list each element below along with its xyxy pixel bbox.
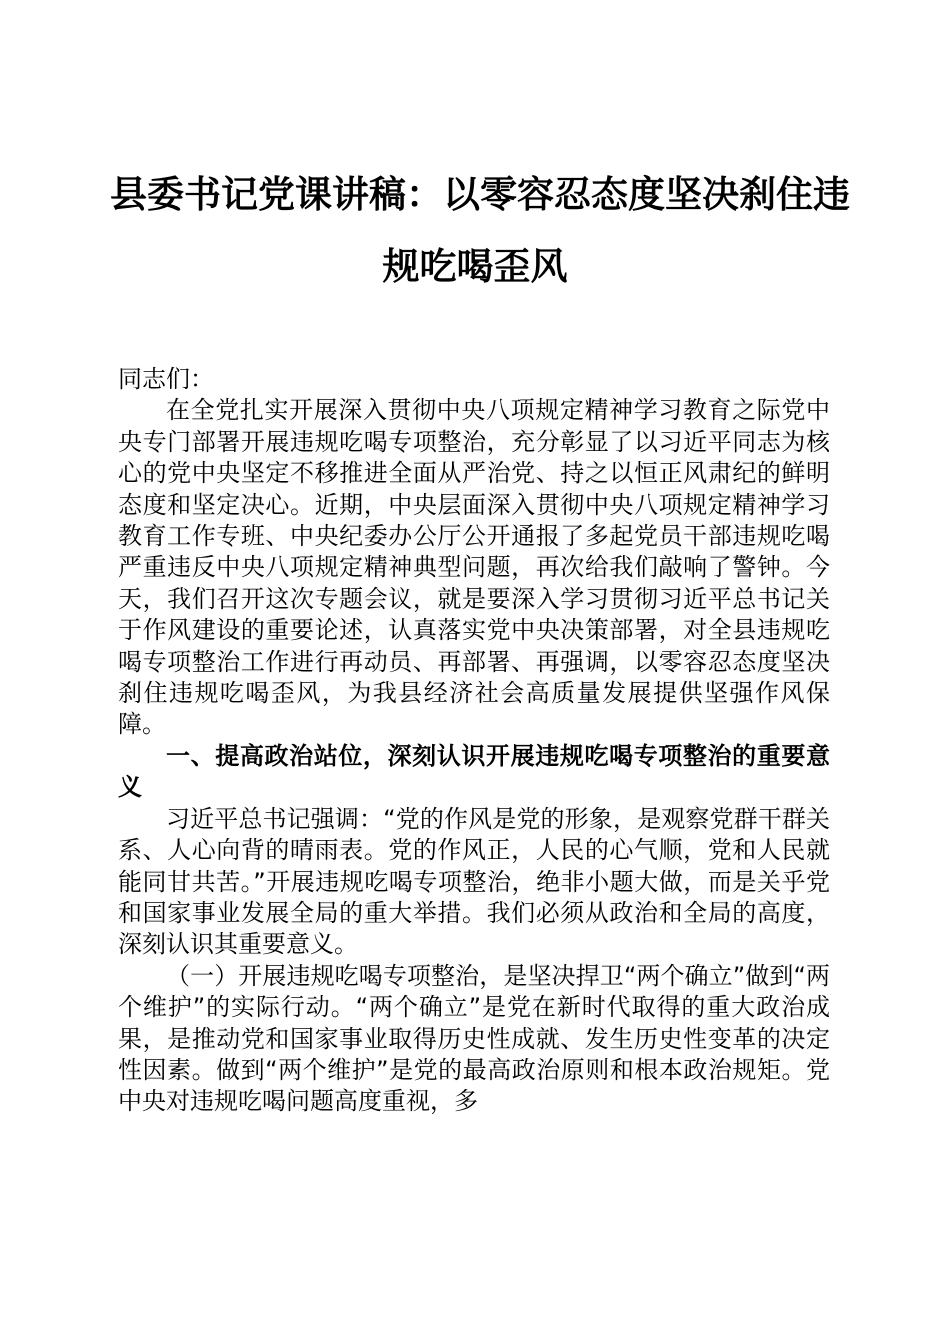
paragraph-subsection-1: （一）开展违规吃喝专项整治，是坚决捍卫“两个确立”做到“两个维护”的实际行动。“两个确立”是党在新时代取得的重大政治成果，是推动党和国家事业取得历史性成就、发生历史性变革的决定性因素。做到“两个维护”是党的最高政治原则和根本政治规矩。党中央对违规吃喝问题高度重视，多 [118,961,830,1116]
document-title-line-1: 县委书记党课讲稿：以零容忍态度坚决刹住违 [110,172,850,216]
paragraph-intro: 在全党扎实开展深入贯彻中央八项规定精神学习教育之际党中央专门部署开展违规吃喝专项整治，充分彰显了以习近平同志为核心的党中央坚定不移推进全面从严治党、持之以恒正风肃纪的鲜明态度和坚定决心。近期，中央层面深入贯彻中央八项规定精神学习教育工作专班、中央纪委办公厅公开通报了多起党员干部违规吃喝严重违反中央八项规定精神典型问题，再次给我们敲响了警钟。今天，我们召开这次专题会议，就是要深入学习贯彻习近平总书记关于作风建设的重要论述，认真落实党中央决策部署，对全县违规吃喝专项整治工作进行再动员、再部署、再强调，以零容忍态度坚决刹住违规吃喝歪风，为我县经济社会高质量发展提供坚强作风保障。 [118,396,830,739]
section-heading-1: 一、提高政治站位，深刻认识开展违规吃喝专项整治的重要意义 [118,741,830,802]
paragraph-quote: 习近平总书记强调：“党的作风是党的形象，是观察党群干群关系、人心向背的晴雨表。党的作风正，人民的心气顺，党和人民就能同甘共苦。”开展违规吃喝专项整治，绝非小题大做，而是关乎党和国家事业发展全局的重大举措。我们必须从政治和全局的高度，深刻认识其重要意义。 [118,804,830,959]
salutation: 同志们： [118,365,214,393]
document-body [118,364,830,1118]
document-title-line-2: 规吃喝歪风 [382,244,568,288]
